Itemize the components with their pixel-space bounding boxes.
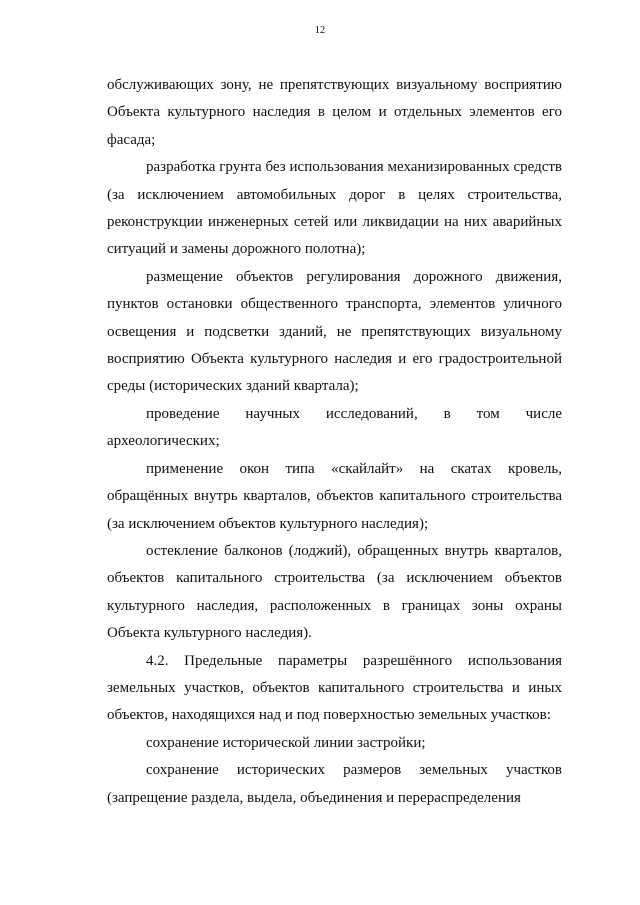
paragraph-skylight: применение окон типа «скайлайт» на скатах кровель, обращённых внутрь кварталов, объектов капитального строительства (за исключением объектов культурного наследия); — [107, 460, 562, 532]
paragraph-section-4-2: 4.2. Предельные параметры разрешённого использования земельных участков, объектов капитального строительства и иных объектов, находящихся над и под поверхностью земельных участков: — [107, 652, 562, 724]
paragraph-balcony-glazing: остекление балконов (лоджий), обращенных внутрь кварталов, объектов капитального строительства (за исключением объектов культурного наследия, расположенных в границах зоны охраны Объекта культурного наследия). — [107, 542, 562, 642]
paragraph-traffic-objects: размещение объектов регулирования дорожного движения, пунктов остановки общественного транспорта, элементов уличного освещения и подсветки зданий, не препятствующих визуальному восприятию Объекта культурного наследия и его градостроительной среды (исторических зданий квартала); — [107, 268, 562, 395]
paragraph-research: проведение научных исследований, в том числе археологических; — [107, 405, 562, 450]
document-body — [107, 72, 562, 812]
paragraph-building-line: сохранение исторической линии застройки; — [146, 734, 426, 751]
paragraph-continuation: обслуживающих зону, не препятствующих визуальному восприятию Объекта культурного наследия в целом и отдельных элементов его фасада; — [107, 77, 562, 148]
paragraph-plot-sizes: сохранение исторических размеров земельных участков (запрещение раздела, выдела, объединения и перераспределения — [107, 762, 562, 806]
page-number: 12 — [314, 25, 326, 36]
paragraph-soil-works: разработка грунта без использования механизированных средств (за исключением автомобильных дорог в целях строительства, реконструкции инженерных сетей или ликвидации на них аварийных ситуаций и замены дорожного полотна); — [107, 159, 562, 258]
